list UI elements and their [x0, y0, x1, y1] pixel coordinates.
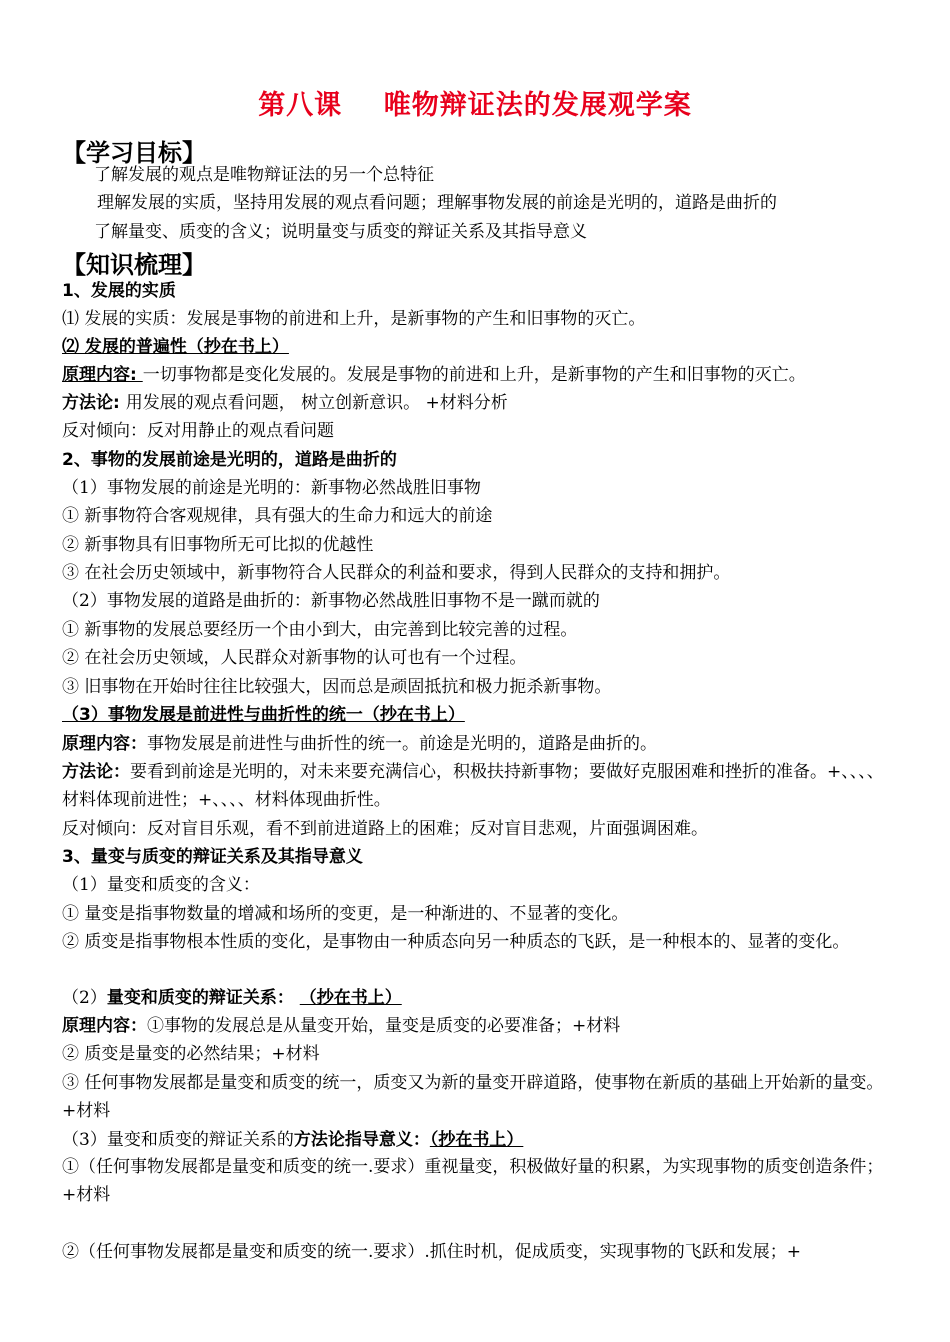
section-3-heading: 3、量变与质变的辩证关系及其指导意义 [62, 847, 363, 867]
page-title: 第八课 唯物辩证法的发展观学案 [258, 90, 692, 121]
s3-b-heading-note: （抄在书上） [299, 988, 402, 1008]
section-2-heading: 2、事物的发展前途是光明的，道路是曲折的 [62, 450, 397, 470]
s3-principle-3: ③ 任何事物发展都是量变和质变的统一，质变又为新的量变开辟道路，使事物在新质的基础上开始新的量变。+材料 [62, 1073, 884, 1121]
s3-a-item-2: ② 质变是指事物根本性质的变化，是事物由一种质态向另一种质态的飞跃，是一种根本的、显著的变化。 [62, 932, 850, 952]
principle-label: 原理内容: [62, 365, 143, 385]
s1-method [62, 391, 508, 415]
section-1-heading: 1、发展的实质 [62, 281, 176, 301]
s2-c-heading: （3）事物发展是前进性与曲折性的统一（抄在书上） [62, 705, 465, 725]
goal-item-1: 了解发展的观点是唯物辩证法的另一个总特征 [94, 165, 434, 185]
method-text: 用发展的观点看问题， 树立创新意识。 +材料分析 [125, 393, 508, 413]
s2-b-item-1: ① 新事物的发展总要经历一个由小到大，由完善到比较完善的过程。 [62, 620, 578, 640]
s3-method-2: ②（任何事物发展都是量变和质变的统一.要求）.抓住时机，促成质变，实现事物的飞跃和发展；+ [62, 1242, 802, 1262]
s3-a-heading: （1）量变和质变的含义： [62, 875, 260, 895]
s2-b-item-3: ③ 旧事物在开始时往往比较强大，因而总是顽固抵抗和极力扼杀新事物。 [62, 677, 612, 697]
principle-text: 一切事物都是变化发展的。发展是事物的前进和上升，是新事物的产生和旧事物的灭亡。 [142, 365, 806, 385]
s1-principle [62, 363, 806, 387]
s3-a-item-1: ① 量变是指事物数量的增减和场所的变更，是一种渐进的、不显著的变化。 [62, 904, 629, 924]
s2-a-item-2: ② 新事物具有旧事物所无可比拟的优越性 [62, 535, 374, 555]
principle-label: 原理内容： [62, 734, 147, 754]
s2-principle [62, 732, 657, 756]
method-text: 要看到前途是光明的，对未来要充满信心，积极扶持新事物；要做好克服困难和挫折的准备。+、、、、材料体现前进性；+、、、、材料体现曲折性。 [62, 762, 884, 810]
s3-c-heading-prefix: （3）量变和质变的辩证关系的 [62, 1130, 294, 1150]
s3-principle [62, 1014, 620, 1038]
principle-text: 事物发展是前进性与曲折性的统一。前途是光明的，道路是曲折的。 [147, 734, 657, 754]
goal-item-2: 理解发展的实质，坚持用发展的观点看问题；理解事物发展的前途是光明的，道路是曲折的 [97, 193, 777, 213]
s2-a-item-3: ③ 在社会历史领域中，新事物符合人民群众的利益和要求，得到人民群众的支持和拥护。 [62, 563, 731, 583]
s3-method-1: ①（任何事物发展都是量变和质变的统一.要求）重视量变，积极做好量的积累，为实现事物的质变创造条件；+材料 [62, 1157, 884, 1205]
method-label: 方法论: [62, 393, 126, 413]
s3-b-heading-text: 量变和质变的辩证关系： [106, 988, 300, 1008]
s3-b-heading [62, 986, 402, 1010]
s3-c-heading [62, 1128, 523, 1152]
s3-c-heading-text: 方法论指导意义： [293, 1130, 430, 1150]
s2-method [62, 758, 892, 814]
s3-b-heading-prefix: （2） [62, 988, 107, 1008]
s2-a-item-1: ① 新事物符合客观规律，具有强大的生命力和远大的前途 [62, 506, 493, 526]
goal-item-3: 了解量变、质变的含义；说明量变与质变的辩证关系及其指导意义 [94, 222, 587, 242]
principle-text: ①事物的发展总是从量变开始，量变是质变的必要准备；+材料 [147, 1016, 621, 1036]
principle-label: 原理内容： [62, 1016, 147, 1036]
s3-principle-2: ② 质变是量变的必然结果；+材料 [62, 1044, 320, 1064]
s2-b-heading: （2）事物发展的道路是曲折的：新事物必然战胜旧事物不是一蹴而就的 [62, 591, 600, 611]
s2-b-item-2: ② 在社会历史领域，人民群众对新事物的认可也有一个过程。 [62, 648, 527, 668]
s2-a-heading: （1）事物发展的前途是光明的：新事物必然战胜旧事物 [62, 478, 481, 498]
s2-oppose: 反对倾向：反对盲目乐观，看不到前进道路上的困难；反对盲目悲观，片面强调困难。 [62, 819, 708, 839]
knowledge-heading: 【知识梳理】 [62, 251, 206, 279]
s1-essence: ⑴ 发展的实质：发展是事物的前进和上升，是新事物的产生和旧事物的灭亡。 [62, 309, 646, 329]
s1-universality-heading: ⑵ 发展的普遍性（抄在书上） [62, 337, 289, 357]
s1-oppose: 反对倾向：反对用静止的观点看问题 [62, 421, 334, 441]
method-label: 方法论： [62, 762, 130, 782]
s3-c-heading-note: （抄在书上） [429, 1130, 524, 1150]
goals-heading: 【学习目标】 [62, 139, 206, 167]
